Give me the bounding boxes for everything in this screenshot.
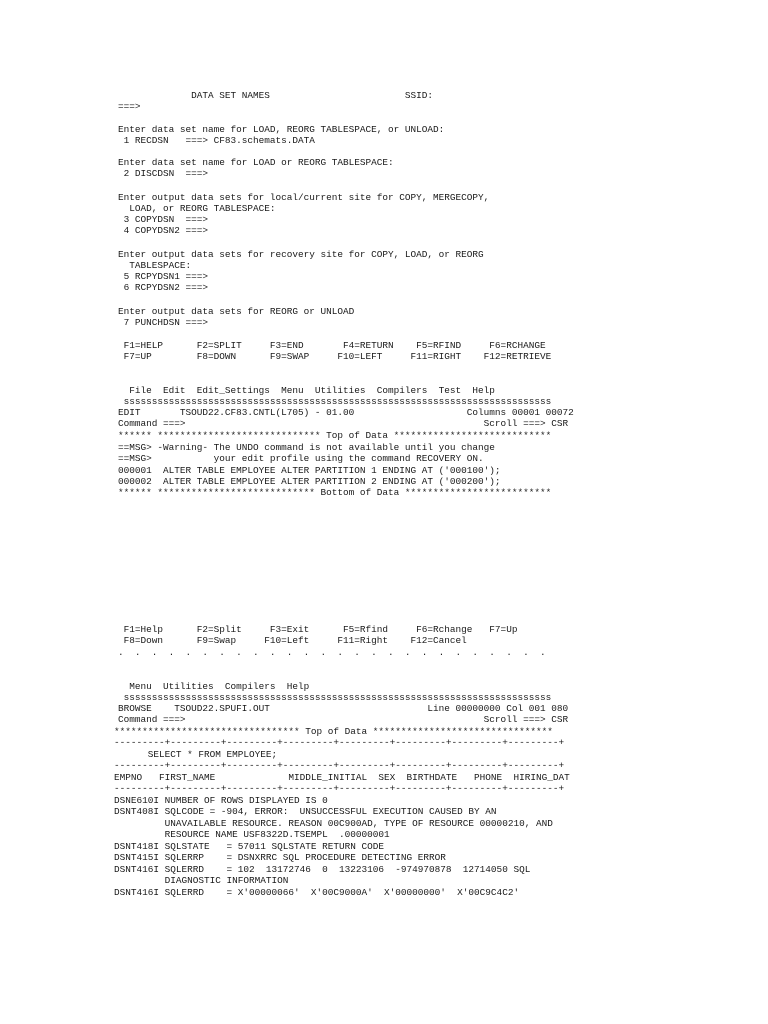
browse-msg-sqlcode-cont-2: RESOURCE NAME USF8322D.TSEMPL .00000001	[114, 829, 390, 840]
browse-msg-sqlerrd-1-cont: DIAGNOSTIC INFORMATION	[114, 875, 289, 886]
reorg-unload-label: Enter output data sets for REORG or UNLOAD	[118, 306, 355, 317]
edit-warning-msg-1: ==MSG> -Warning- The UNDO command is not available until you change	[118, 442, 495, 453]
punchdsn-field[interactable]: 7 PUNCHDSN ===>	[118, 317, 209, 328]
copy-local-label: Enter output data sets for local/current site for COPY, MERGECOPY,	[118, 192, 490, 203]
copydsn2-field[interactable]: 4 COPYDSN2 ===>	[118, 225, 209, 236]
browse-msg-sqlstate: DSNT418I SQLSTATE = 57011 SQLSTATE RETURN CODE	[114, 841, 385, 852]
edit-bottom-of-data: ****** **************************** Bottom of Data **************************	[118, 487, 552, 498]
browse-header: BROWSE TSOUD22.SPUFI.OUT Line 00000000 Col 001 080	[118, 703, 569, 714]
browse-msg-rows: DSNE610I NUMBER OF ROWS DISPLAYED IS 0	[114, 795, 328, 806]
recdsn-label: Enter data set name for LOAD, REORG TABLESPACE, or UNLOAD:	[118, 124, 445, 135]
edit-separator: ssssssssssssssssssssssssssssssssssssssssssssssssssssssssssssssssssssssssssss	[118, 396, 552, 407]
browse-column-headers: EMPNO FIRST_NAME MIDDLE_INITIAL SEX BIRTHDATE PHONE HIRING_DAT	[114, 772, 570, 783]
function-keys-row-1[interactable]: F1=HELP F2=SPLIT F3=END F4=RETURN F5=RFIND F6=RCHANGE	[118, 340, 546, 351]
edit-top-of-data: ****** ***************************** Top of Data ****************************	[118, 430, 552, 441]
recovery-site-label-cont: TABLESPACE:	[118, 260, 192, 271]
browse-top-of-data: ********************************* Top of Data ********************************	[114, 726, 553, 737]
edit-dotted-divider: . . . . . . . . . . . . . . . . . . . . . . . . . .	[118, 647, 546, 658]
browse-msg-sqlcode-cont-1: UNAVAILABLE RESOURCE. REASON 00C900AD, TYPE OF RESOURCE 00000210, AND	[114, 818, 553, 829]
browse-ruler-3: ---------+---------+---------+---------+---------+---------+---------+---------+	[114, 783, 565, 794]
edit-function-keys-row-2[interactable]: F8=Down F9=Swap F10=Left F11=Right F12=Cancel	[118, 635, 467, 646]
discdsn-label: Enter data set name for LOAD or REORG TABLESPACE:	[118, 157, 394, 168]
discdsn-field[interactable]: 2 DISCDSN ===>	[118, 168, 209, 179]
edit-warning-msg-2: ==MSG> your edit profile using the command RECOVERY ON.	[118, 453, 484, 464]
browse-msg-sqlerrp: DSNT415I SQLERRP = DSNXRRC SQL PROCEDURE DETECTING ERROR	[114, 852, 446, 863]
recdsn-field[interactable]: 1 RECDSN ===> CF83.schemats.DATA	[118, 135, 315, 146]
copydsn-field[interactable]: 3 COPYDSN ===>	[118, 214, 209, 225]
copy-local-label-cont: LOAD, or REORG TABLESPACE:	[118, 203, 276, 214]
browse-sql-statement: SELECT * FROM EMPLOYEE;	[114, 749, 278, 760]
edit-command-line[interactable]: Command ===> Scroll ===> CSR	[118, 418, 569, 429]
browse-command-line[interactable]: Command ===> Scroll ===> CSR	[118, 714, 569, 725]
browse-ruler-1: ---------+---------+---------+---------+---------+---------+---------+---------+	[114, 737, 565, 748]
edit-data-line-1[interactable]: 000001 ALTER TABLE EMPLOYEE ALTER PARTITION 1 ENDING AT ('000100');	[118, 465, 501, 476]
edit-function-keys-row-1[interactable]: F1=Help F2=Split F3=Exit F5=Rfind F6=Rchange F7=Up	[118, 624, 518, 635]
browse-menu-bar[interactable]: Menu Utilities Compilers Help	[118, 681, 310, 692]
edit-data-line-2[interactable]: 000002 ALTER TABLE EMPLOYEE ALTER PARTITION 2 ENDING AT ('000200');	[118, 476, 501, 487]
browse-msg-sqlerrd-1: DSNT416I SQLERRD = 102 13172746 0 13223106 -974970878 12714050 SQL	[114, 864, 531, 875]
rcpydsn1-field[interactable]: 5 RCPYDSN1 ===>	[118, 271, 209, 282]
browse-separator: ssssssssssssssssssssssssssssssssssssssssssssssssssssssssssssssssssssssssssss	[118, 692, 552, 703]
edit-menu-bar[interactable]: File Edit Edit_Settings Menu Utilities Compilers Test Help	[118, 385, 495, 396]
browse-msg-sqlerrd-2: DSNT416I SQLERRD = X'00000066' X'00C9000A' X'00000000' X'00C9C4C2'	[114, 887, 520, 898]
browse-msg-sqlcode: DSNT408I SQLCODE = -904, ERROR: UNSUCCESSFUL EXECUTION CAUSED BY AN	[114, 806, 497, 817]
recovery-site-label: Enter output data sets for recovery site for COPY, LOAD, or REORG	[118, 249, 484, 260]
command-prompt[interactable]: ===>	[118, 101, 141, 112]
browse-ruler-2: ---------+---------+---------+---------+---------+---------+---------+---------+	[114, 760, 565, 771]
panel-title: DATA SET NAMES SSID:	[118, 90, 434, 101]
rcpydsn2-field[interactable]: 6 RCPYDSN2 ===>	[118, 282, 209, 293]
function-keys-row-2[interactable]: F7=UP F8=DOWN F9=SWAP F10=LEFT F11=RIGHT F12=RETRIEVE	[118, 351, 552, 362]
edit-header: EDIT TSOUD22.CF83.CNTL(L705) - 01.00 Columns 00001 00072	[118, 407, 574, 418]
